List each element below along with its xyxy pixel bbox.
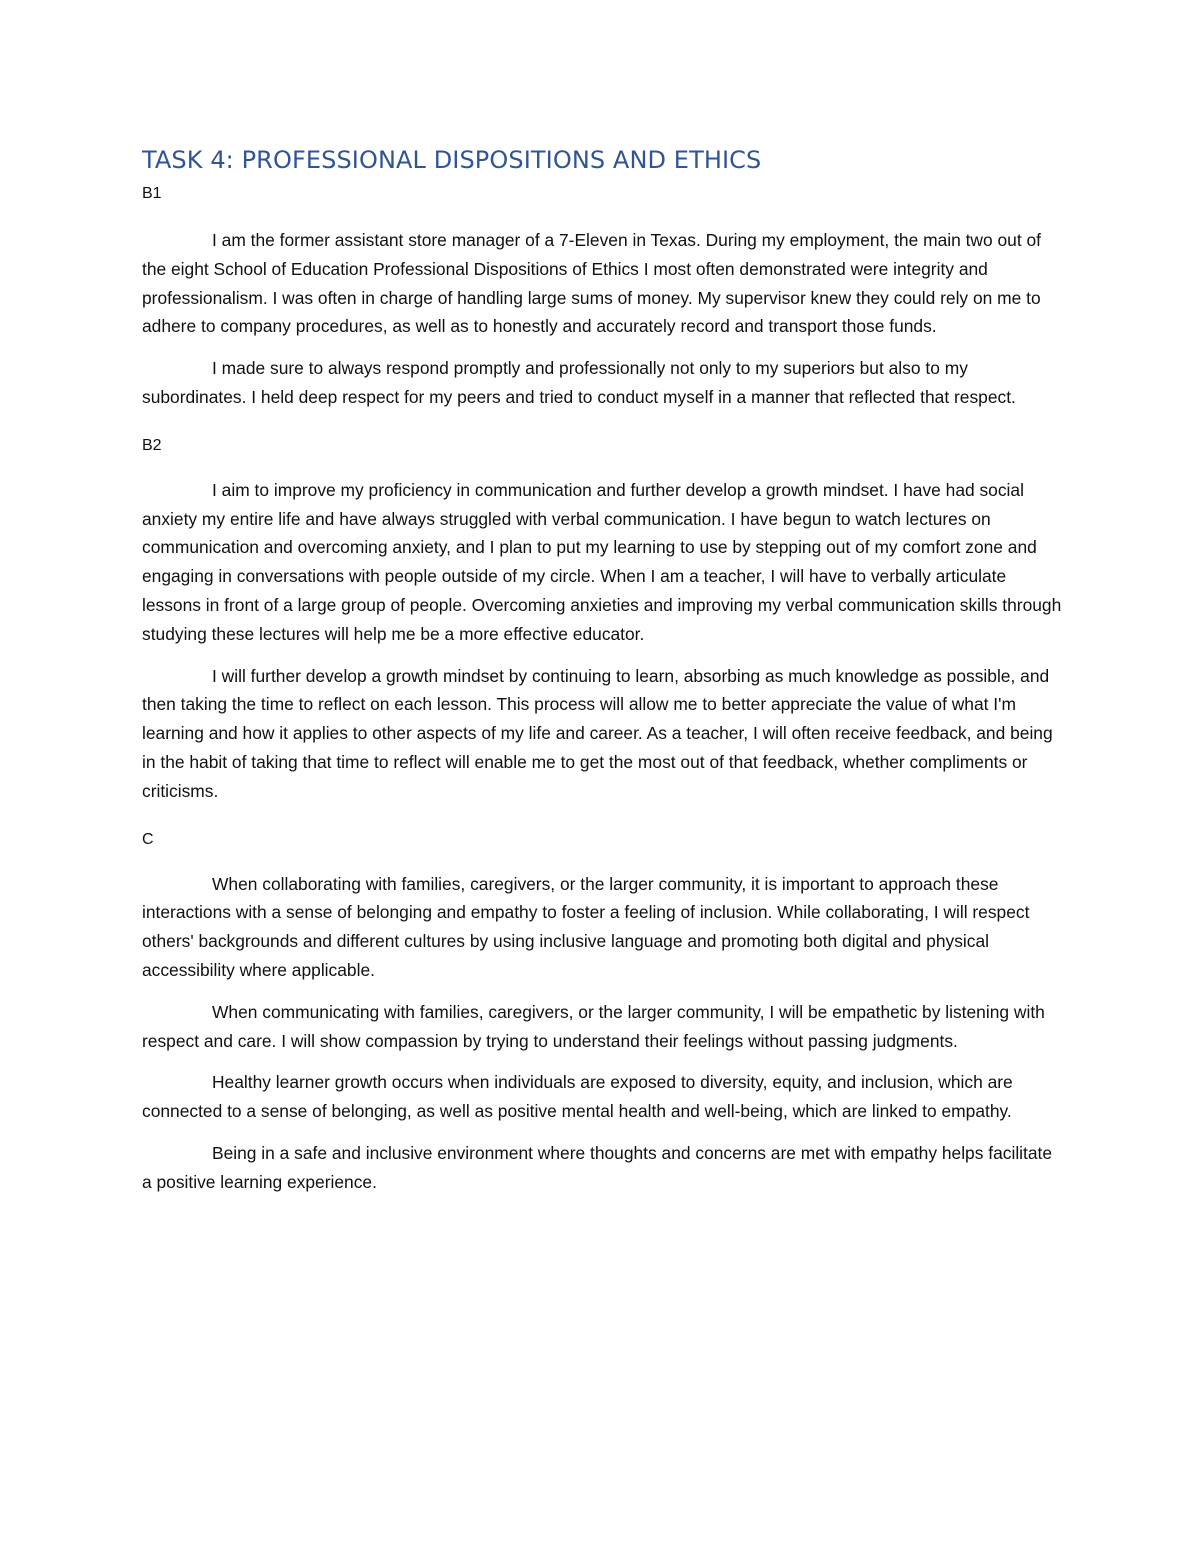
paragraph-b2-1: I aim to improve my proficiency in communication and further develop a growth mindset. I have had social anxiety my entire life and have always struggled with verbal communication. I have begun to watch lectures on communication and overcoming anxiety, and I plan to put my learning to use by stepping out of my comfort zone and engaging in conversations with people outside of my circle. When I am a teacher, I will have to verbally articulate lessons in front of a large group of people. Overcoming anxieties and improving my verbal communication skills through studying these lectures will help me be a more effective educator. (142, 479, 1062, 644)
paragraph-b1-2: I made sure to always respond promptly and professionally not only to my superiors but also to my subordinates. I held deep respect for my peers and tried to conduct myself in a manner that reflected that respect. (142, 358, 1016, 407)
paragraph-c-2: When communicating with families, caregivers, or the larger community, I will be empathetic by listening with respect and care. I will show compassion by trying to understand their feelings without passing judgments. (142, 1001, 1045, 1051)
paragraph-c-3: Healthy learner growth occurs when individuals are exposed to diversity, equity, and inclusion, which are connected to a sense of belonging, as well as positive mental health and well-being, which are linked to empathy. (142, 1072, 1013, 1122)
paragraph-c-4: Being in a safe and inclusive environment where thoughts and concerns are met with empathy helps facilitate a positive learning experience. (142, 1142, 1053, 1192)
document-title: TASK 4: PROFESSIONAL DISPOSITIONS AND ETHICS (142, 146, 762, 174)
section-heading-c: C (142, 830, 154, 848)
document-page (142, 140, 1062, 1210)
paragraph-c-1: When collaborating with families, caregivers, or the larger community, it is important to approach these interactions with a sense of belonging and empathy to foster a feeling of inclusion. While collaborating, I will respect others' backgrounds and different cultures by using inclusive language and promoting both digital and physical accessibility where applicable. (142, 873, 1030, 980)
section-heading-b2: B2 (142, 436, 162, 454)
paragraph-b1-1: I am the former assistant store manager of a 7-Eleven in Texas. During my employment, the main two out of the eight School of Education Professional Dispositions of Ethics I most often demonstrated were integrity and professionalism. I was often in charge of handling large sums of money. My supervisor knew they could rely on me to adhere to company procedures, as well as to honestly and accurately record and transport those funds. (142, 230, 1042, 337)
section-heading-b1: B1 (142, 185, 162, 202)
paragraph-b2-2: I will further develop a growth mindset by continuing to learn, absorbing as much knowledge as possible, and then taking the time to reflect on each lesson. This process will allow me to better appreciate the value of what I'm learning and how it applies to other aspects of my life and career. As a teacher, I will often receive feedback, and being in the habit of taking that time to reflect will enable me to get the most out of that feedback, whether compliments or criticisms. (142, 665, 1053, 801)
